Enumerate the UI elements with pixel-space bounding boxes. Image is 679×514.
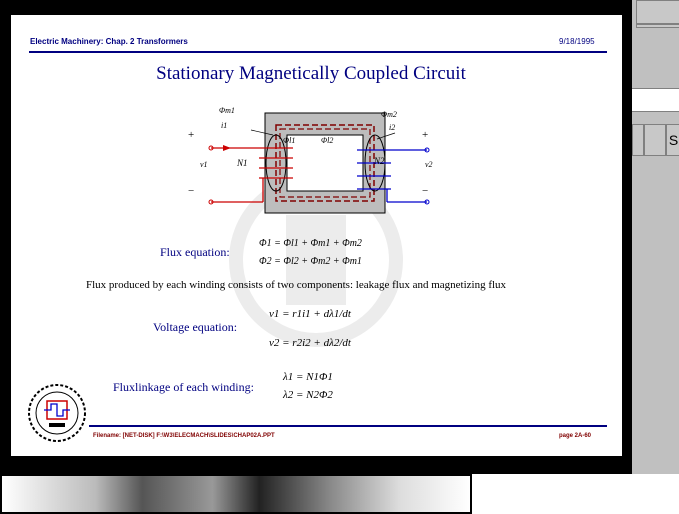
flux-description: Flux produced by each winding consists of two components: leakage flux and magnetizing flux (86, 279, 507, 291)
fluxlinkage-equation-1: λ1 = N1Φ1 (283, 371, 333, 383)
background-photo (0, 474, 472, 514)
header-divider (29, 51, 607, 53)
date-label: 9/18/1995 (559, 37, 595, 46)
plus-left-label: + (188, 129, 195, 141)
background-window (632, 0, 679, 474)
fluxlinkage-label: Fluxlinkage of each winding: (113, 380, 254, 394)
university-logo (27, 383, 87, 443)
v2-label: v2 (425, 160, 433, 169)
footer-divider (89, 425, 607, 427)
voltage-equation-label: Voltage equation: (153, 320, 238, 334)
toolbar-button[interactable] (644, 124, 666, 156)
minus-left-label: − (188, 185, 195, 197)
window-button[interactable] (636, 24, 679, 28)
v1-label: v1 (200, 160, 208, 169)
voltage-equation-1: v1 = r1i1 + dλ1/dt (269, 308, 351, 320)
s-button[interactable]: S (666, 124, 679, 156)
window-button[interactable] (636, 0, 679, 24)
n1-label: N1 (237, 158, 248, 168)
phi-m1-label: Φm1 (219, 106, 235, 115)
plus-right-label: + (422, 129, 429, 141)
filename-label: Filename: [NET-DISK] F:\W3\ELECMACH\SLIDES\CHAP02A.PPT (93, 433, 275, 439)
fluxlinkage-equation-2: λ2 = N2Φ2 (283, 389, 333, 401)
i2-label: i2 (389, 123, 396, 132)
phi-m2-label: Φm2 (381, 110, 397, 119)
toolbar-button[interactable] (632, 124, 644, 156)
slide-title: Stationary Magnetically Coupled Circuit (156, 63, 466, 84)
page-number-label: page 2A-60 (559, 433, 592, 439)
flux-equation-2: Φ2 = Φl2 + Φm2 + Φm1 (259, 256, 362, 267)
flux-equation-1: Φ1 = Φl1 + Φm1 + Φm2 (259, 238, 362, 249)
voltage-equation-2: v2 = r2i2 + dλ2/dt (269, 337, 351, 349)
flux-equation-label: Flux equation: (160, 245, 230, 259)
phi-l2-label: Φl2 (321, 136, 334, 145)
i1-label: i1 (221, 121, 228, 130)
i1-arrow-icon (223, 145, 231, 151)
course-header: Electric Machinery: Chap. 2 Transformers (30, 37, 188, 46)
phi-l1-label: Φl1 (283, 136, 296, 145)
n2-label: N2 (374, 156, 385, 166)
minus-right-label: − (422, 185, 429, 197)
slide (11, 15, 622, 456)
